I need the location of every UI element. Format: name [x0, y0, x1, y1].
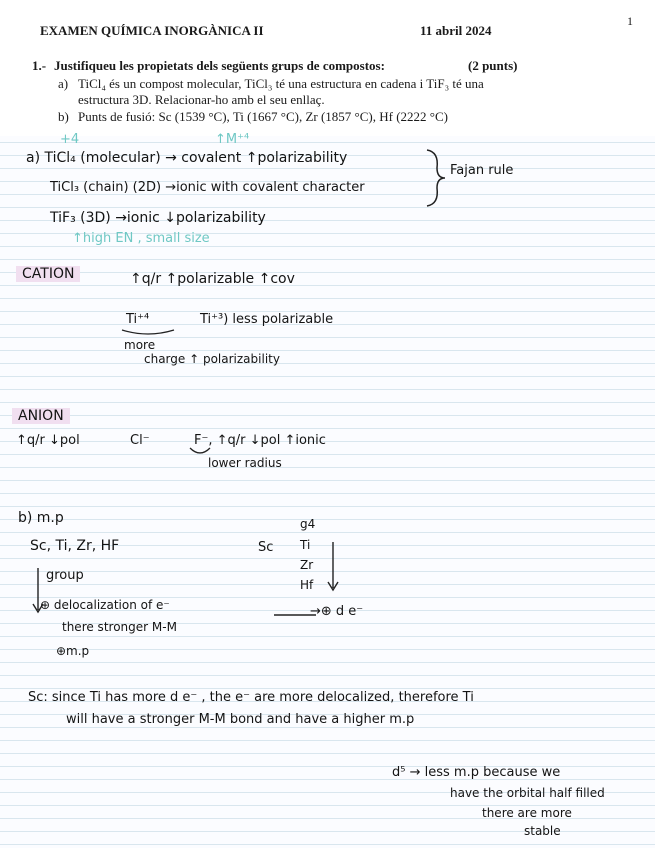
b-sc: Sc — [258, 540, 274, 555]
lower-radius: lower radius — [208, 456, 282, 470]
anion-label: ANION — [12, 408, 70, 424]
item-b-marker: b) — [58, 109, 69, 124]
b-col-ti: Ti — [300, 538, 311, 552]
b-list: Sc, Ti, Zr, HF — [30, 538, 120, 554]
b-deloc2: there stronger M-M — [62, 620, 177, 634]
exam-date: 11 abril 2024 — [420, 23, 492, 38]
item-b-line: Punts de fusió: Sc (1539 °C), Ti (1667 °C), Zr (1857 °C), Hf (2222 °C) — [78, 109, 448, 124]
item-a-line2: estructura 3D. Relacionar-ho amb el seu enllaç. — [78, 92, 325, 107]
note-fajan: Fajan rule — [450, 163, 514, 178]
d5-line3: there are more — [482, 806, 572, 820]
exam-title: EXAMEN QUÍMICA INORGÀNICA II — [40, 23, 264, 38]
column-arrow — [326, 540, 340, 592]
note-ti3: Ti⁺³) less polarizable — [200, 312, 334, 327]
underline-ti4 — [120, 328, 176, 338]
note-charge: charge ↑ polarizability — [144, 352, 280, 366]
note-a-row2: TiCl₃ (chain) (2D) →ionic with covalent character — [50, 180, 365, 195]
b-deloc3: ⊕m.p — [56, 644, 90, 658]
anion-f-row: F⁻, ↑q/r ↓pol ↑ionic — [194, 433, 326, 448]
note-more: more — [124, 338, 156, 352]
note-ti4: Ti⁺⁴ — [126, 312, 150, 327]
question-heading: Justifiqueu les propietats dels següents grups de compostos: — [54, 58, 385, 73]
b-col-hf: Hf — [300, 578, 314, 592]
note-a-row1: a) TiCl₄ (molecular) → covalent ↑polarizability — [26, 150, 348, 166]
sc-line1: Sc: since Ti has more d e⁻ , the e⁻ are more delocalized, therefore Ti — [28, 690, 474, 705]
anion-cl: Cl⁻ — [130, 433, 150, 448]
page-number: 1 — [627, 14, 633, 28]
anion-left: ↑q/r ↓pol — [16, 433, 80, 448]
b-arrow-de: →⊕ d e⁻ — [310, 604, 364, 619]
brace — [425, 148, 447, 208]
b-col-zr: Zr — [300, 558, 314, 572]
note-a-row3: TiF₃ (3D) →ionic ↓polarizability — [50, 210, 266, 226]
sc-line2: will have a stronger M-M bond and have a higher m.p — [66, 712, 415, 727]
d5-line4: stable — [524, 824, 561, 838]
question-number: 1.- — [32, 58, 47, 73]
cation-label: CATION — [16, 266, 80, 282]
b-col-g4: g4 — [300, 517, 316, 531]
d5-line1: d⁵ → less m.p because we — [392, 765, 561, 780]
cation-text: ↑q/r ↑polarizable ↑cov — [130, 271, 295, 287]
item-a-marker: a) — [58, 76, 69, 91]
question-points: (2 punts) — [468, 58, 518, 73]
note-plus4: +4 — [60, 132, 80, 147]
item-a-line1: TiCl₄ és un compost molecular, TiCl₃ té una estructura en cadena i TiF₃ té una — [78, 76, 484, 91]
b-deloc1: ⊕ delocalization of e⁻ — [40, 598, 170, 612]
d5-line2: have the orbital half filled — [450, 786, 605, 800]
note-teal-en: ↑high EN , small size — [72, 231, 210, 246]
b-label: b) m.p — [18, 510, 64, 526]
note-m4: ↑M⁺⁴ — [215, 132, 250, 147]
b-group: group — [46, 568, 84, 583]
